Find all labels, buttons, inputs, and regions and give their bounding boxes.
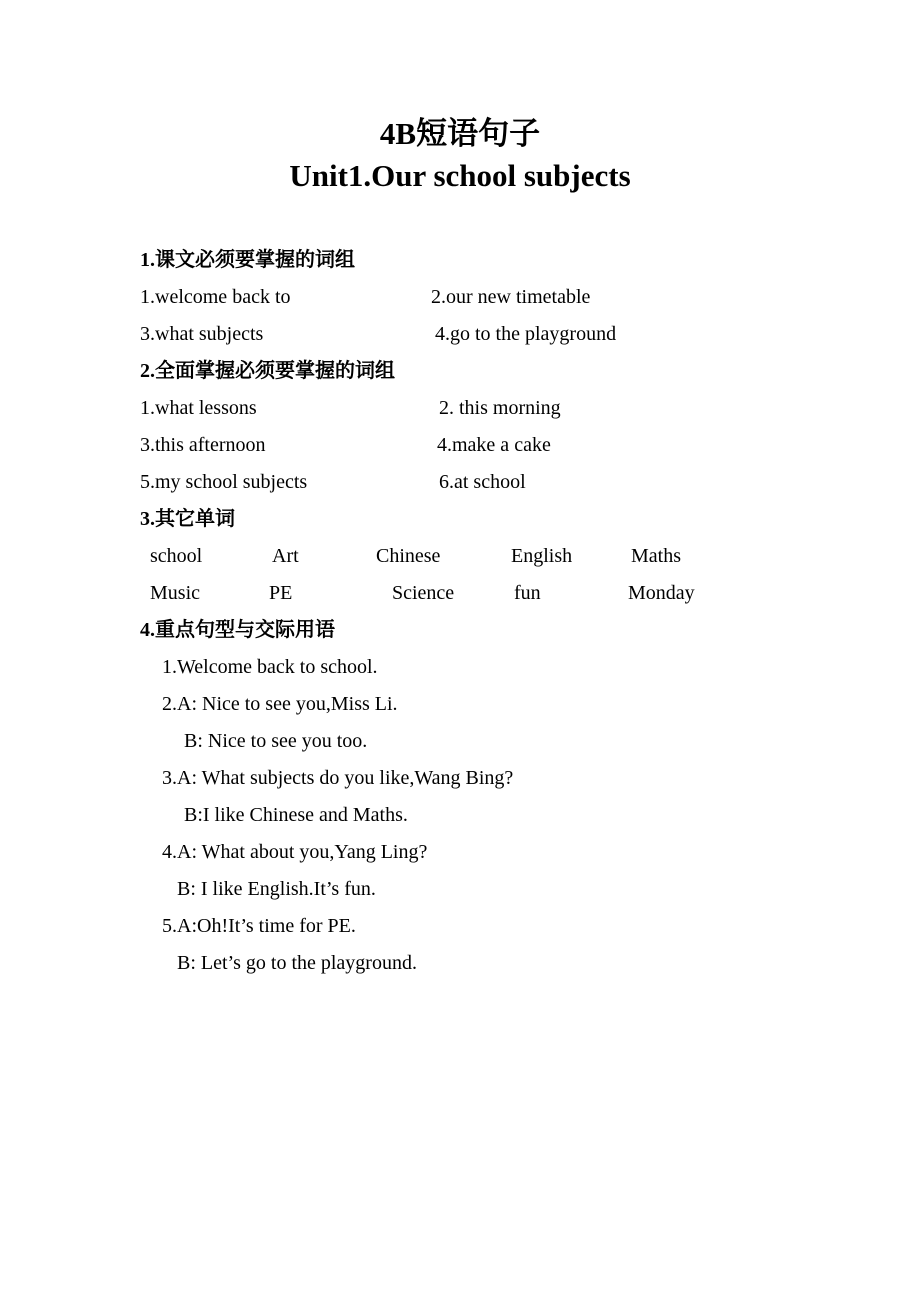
phrase-item: 3.what subjects	[140, 323, 264, 345]
section-1-heading: 1.课文必须要掌握的词组	[140, 249, 355, 271]
dialogue-line: B: Let’s go to the playground.	[177, 952, 417, 974]
dialogue-line: B:I like Chinese and Maths.	[184, 804, 408, 826]
dialogue-line: 3.A: What subjects do you like,Wang Bing?	[162, 767, 514, 789]
dialogue-line: B: Nice to see you too.	[184, 730, 368, 752]
section-2-heading: 2.全面掌握必须要掌握的词组	[140, 360, 395, 382]
vocab-word: school	[150, 545, 203, 567]
phrase-item: 3.this afternoon	[140, 434, 266, 456]
vocab-word: Music	[150, 582, 200, 604]
vocab-word: Art	[272, 545, 299, 567]
vocab-word: Monday	[628, 582, 695, 604]
dialogue-line: 4.A: What about you,Yang Ling?	[162, 841, 428, 863]
phrase-item: 6.at school	[439, 471, 526, 493]
dialogue-line: B: I like English.It’s fun.	[177, 878, 376, 900]
section-3-heading: 3.其它单词	[140, 508, 235, 530]
phrase-item: 4.make a cake	[437, 434, 551, 456]
dialogue-line: 2.A: Nice to see you,Miss Li.	[162, 693, 398, 715]
phrase-item: 1.welcome back to	[140, 286, 291, 308]
phrase-item: 1.what lessons	[140, 397, 257, 419]
phrase-item: 2. this morning	[439, 397, 561, 419]
phrase-item: 2.our new timetable	[431, 286, 591, 308]
phrase-item: 5.my school subjects	[140, 471, 308, 493]
vocab-word: fun	[514, 582, 541, 604]
page-subtitle: Unit1.Our school subjects	[289, 158, 631, 193]
dialogue-line: 1.Welcome back to school.	[162, 656, 378, 678]
vocab-word: English	[511, 545, 573, 567]
vocab-word: Chinese	[376, 545, 441, 567]
vocab-word: Science	[392, 582, 455, 604]
section-4-heading: 4.重点句型与交际用语	[140, 619, 335, 641]
vocab-word: Maths	[631, 545, 681, 567]
vocab-word: PE	[269, 582, 293, 604]
phrase-item: 4.go to the playground	[435, 323, 617, 345]
page-title: 4B短语句子	[379, 116, 541, 151]
dialogue-line: 5.A:Oh!It’s time for PE.	[162, 915, 356, 937]
